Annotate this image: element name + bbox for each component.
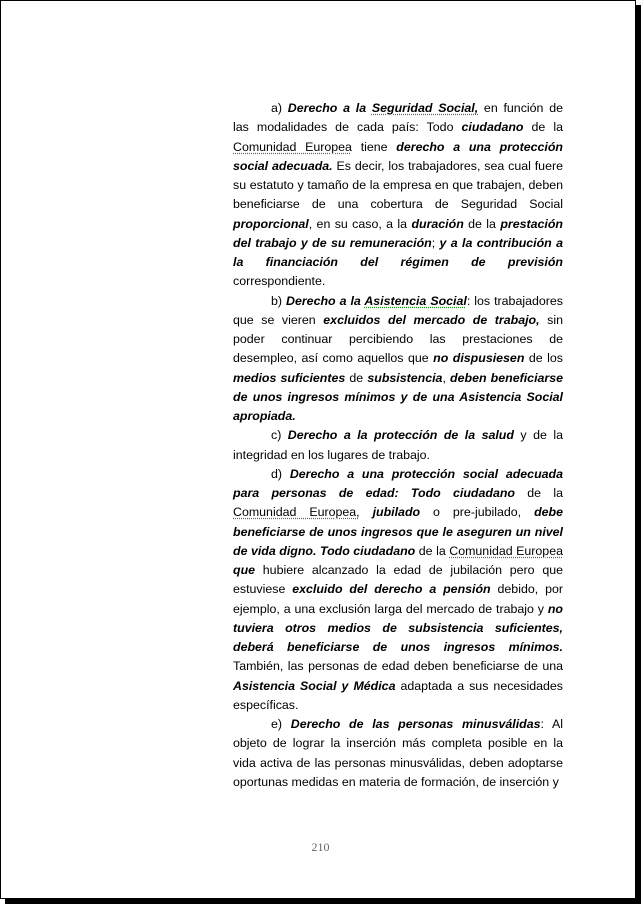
emphasis-text: Derecho a la [286, 293, 365, 308]
emphasis-text: Derecho a la [287, 101, 372, 115]
text-run: Comunidad Europea [233, 139, 352, 154]
text-run: Comunidad Europea [449, 543, 563, 558]
text-run: de la [515, 486, 564, 500]
emphasis-text: derecho a una protección social adecuada. [233, 139, 563, 173]
emphasis-text: subsistencia [367, 370, 443, 385]
text-run: a) [271, 101, 288, 115]
text-run: debido, por ejemplo, a una exclusión larga del mercado de trabajo y [233, 582, 563, 616]
text-run: de la [463, 216, 501, 231]
text-run: También, las personas de edad deben beneficiarse de una [233, 659, 563, 674]
emphasis-text: proporcional [233, 216, 309, 231]
page-shadow-bottom [5, 899, 641, 904]
text-run: adaptada a sus necesidades específicas. [233, 678, 563, 712]
page-number: 210 [311, 840, 330, 854]
text-run: correspondiente. [233, 274, 326, 289]
text-run: e) [271, 717, 291, 731]
emphasis-text: Seguridad Social, [371, 101, 479, 115]
emphasis-text: ciudadano [461, 120, 524, 135]
text-run: en función de las modalidades de cada país: Todo [233, 101, 563, 135]
text-run: y de la integridad en los lugares de trabajo. [233, 428, 563, 462]
emphasis-text: excluidos del mercado de trabajo, [323, 312, 540, 327]
text-run: b) [271, 293, 287, 308]
text-run: ; [431, 235, 440, 250]
text-run: , [442, 370, 451, 385]
text-run: de la [523, 120, 563, 135]
text-run: Es decir, los trabajadores, sea cual fuere su estatuto y tamaño de la empresa en que trabajen, deben beneficiarse de una cobertura de Seguridad Social [233, 158, 563, 212]
text-run: Comunidad Europea, [233, 505, 360, 520]
paragraph-c [233, 426, 563, 465]
text-run: hubiere alcanzado la edad de jubilación pero que estuviese [233, 563, 563, 597]
body-text [233, 99, 563, 792]
text-run: , en su caso, a la [308, 216, 412, 231]
emphasis-text: debe beneficiarse de unos ingresos que le aseguren un nivel de vida digno. Todo ciudadano [233, 505, 563, 558]
emphasis-text: Asistencia Social [364, 293, 467, 308]
text-run: sin poder continuar percibiendo las prestaciones de desempleo, así como aquellos que [233, 312, 563, 366]
emphasis-text: deben beneficiarse de unos ingresos mínimos y de una Asistencia Social apropiada. [233, 370, 564, 423]
page-shadow-right [636, 5, 641, 904]
emphasis-text: prestación del trabajo y de su remuneración [233, 216, 563, 250]
text-run: : Al objeto de lograr la inserción más completa posible en la vida activa de las personas minusválidas, deben adoptarse oportunas medidas en materia de formación, de inserción y [233, 717, 563, 789]
text-run: de los [524, 351, 563, 366]
emphasis-text: no tuviera otros medios de subsistencia suficientes, deberá beneficiarse de unos ingresos mínimos. [233, 601, 563, 654]
emphasis-text: medios suficientes [233, 370, 346, 385]
emphasis-text: que [233, 563, 256, 577]
text-run: de [345, 370, 368, 385]
emphasis-text: Derecho de las personas minusválidas [290, 717, 541, 731]
text-run: tiene [351, 139, 397, 154]
paragraph-d [233, 465, 563, 715]
emphasis-text: no dispusiesen [433, 351, 525, 366]
emphasis-text: Asistencia Social y Médica [233, 678, 396, 693]
paragraph-e [233, 715, 563, 792]
emphasis-text: duración [411, 216, 464, 231]
text-run: : los trabajadores que se vieren [233, 293, 563, 327]
emphasis-text: Derecho a una protección social adecuada para personas de edad: Todo ciudadano [233, 466, 563, 500]
emphasis-text: excluido del derecho a pensión [292, 582, 491, 597]
text-run: de la [415, 543, 450, 558]
paragraph-a [233, 99, 563, 292]
paragraph-b [233, 292, 563, 427]
text-run: d) [271, 466, 290, 481]
text-run [360, 505, 373, 519]
emphasis-text: y a la contribución a la financiación del régimen de previsión [233, 235, 563, 269]
emphasis-text: Derecho a la protección de la salud [287, 428, 514, 443]
text-run: c) [271, 428, 288, 443]
text-run: o pre-jubilado, [420, 505, 535, 520]
emphasis-text: jubilado [372, 505, 421, 520]
